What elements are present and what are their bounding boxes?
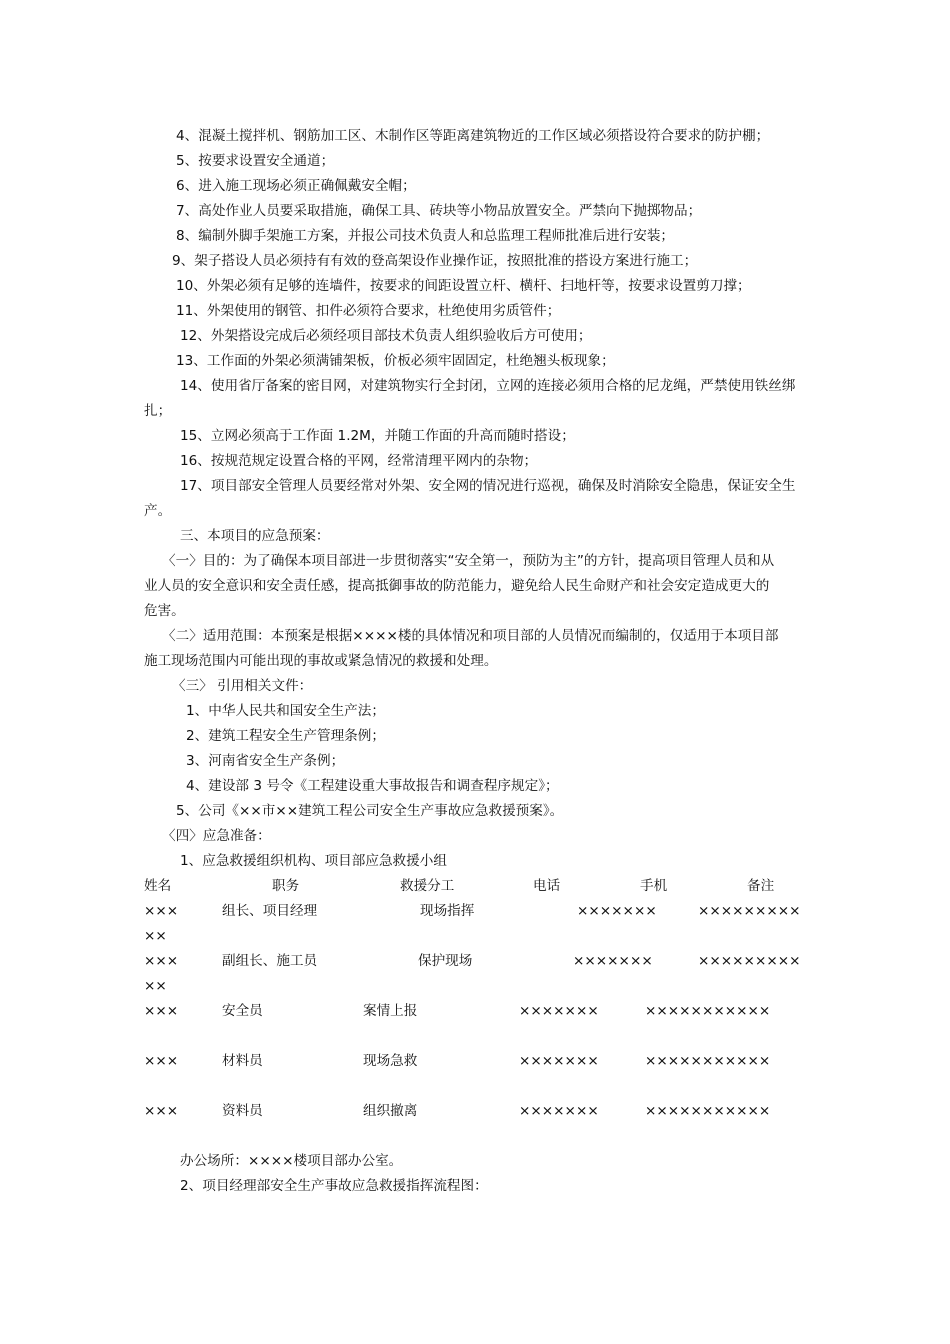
table-cell: 安全员 <box>222 1003 263 1019</box>
table-cell: ××× <box>144 1003 179 1019</box>
paragraph-purpose: 业人员的安全意识和安全责任感，提高抵御事故的防范能力，避免给人民生命财产和社会安定造成更大的 <box>144 578 770 594</box>
list-item: 14、使用省厅备案的密目网，对建筑物实行全封闭，立网的连接必须用合格的尼龙绳，严禁使用铁丝绑 <box>180 378 796 394</box>
list-item: 11、外架使用的钢管、扣件必须符合要求，杜绝使用劣质管件； <box>176 303 561 319</box>
table-cell: 组长、项目经理 <box>222 903 318 919</box>
paragraph-scope: 施工现场范围内可能出现的事故或紧急情况的救援和处理。 <box>144 653 498 669</box>
table-cell: 资料员 <box>222 1103 263 1119</box>
office-location: 办公场所：××××楼项目部办公室。 <box>180 1153 403 1169</box>
list-item: 13、工作面的外架必须满铺架板，价板必须牢固固定，杜绝翘头板现象； <box>176 353 615 369</box>
paragraph-purpose: 危害。 <box>144 603 185 619</box>
section-heading: 三、本项目的应急预案： <box>180 528 330 544</box>
table-cell: 现场指挥 <box>420 903 475 919</box>
table-cell: ××× <box>144 953 179 969</box>
list-item: 16、按规范规定设置合格的平网，经常清理平网内的杂物； <box>180 453 538 469</box>
table-cell: ××××××× <box>519 1103 599 1119</box>
list-item: 6、进入施工现场必须正确佩戴安全帽； <box>176 178 416 194</box>
reference-item: 5、公司《××市××建筑工程公司安全生产事故应急救援预案》。 <box>176 803 564 819</box>
table-header: 姓名 <box>144 878 172 894</box>
table-cell: 材料员 <box>222 1053 263 1069</box>
table-cell: ××××××× <box>577 903 657 919</box>
table-cell: 保护现场 <box>418 953 473 969</box>
table-cell: ××××××××× <box>698 953 801 969</box>
reference-item: 4、建设部 3 号令《工程建设重大事故报告和调查程序规定》； <box>186 778 559 794</box>
table-cell: 案情上报 <box>363 1003 418 1019</box>
table-cell: ×× <box>144 978 167 994</box>
list-item: 17、项目部安全管理人员要经常对外架、安全网的情况进行巡视，确保及时消除安全隐患，保证安全生 <box>180 478 796 494</box>
list-item: 5、按要求设置安全通道； <box>176 153 335 169</box>
table-cell: ××××××××××× <box>645 1003 771 1019</box>
list-item: 10、外架必须有足够的连墙件，按要求的间距设置立杆、横杆、扫地杆等，按要求设置剪刀撑； <box>176 278 751 294</box>
list-item: 8、编制外脚手架施工方案，并报公司技术负责人和总监理工程师批准后进行安装； <box>176 228 675 244</box>
table-cell: ××××××××××× <box>645 1103 771 1119</box>
list-item: 12、外架搭设完成后必须经项目部技术负责人组织验收后方可使用； <box>180 328 592 344</box>
list-item-cont: 扎； <box>144 403 172 419</box>
list-item: 4、混凝土搅拌机、钢筋加工区、木制作区等距离建筑物近的工作区域必须搭设符合要求的防护棚； <box>176 128 770 144</box>
table-cell: ××× <box>144 903 179 919</box>
table-cell: ××××××××× <box>698 903 801 919</box>
table-cell: ×× <box>144 928 167 944</box>
table-cell: ××× <box>144 1053 179 1069</box>
subheading: 1、应急救援组织机构、项目部应急救援小组 <box>180 853 447 869</box>
table-cell: 副组长、施工员 <box>222 953 318 969</box>
table-header: 电话 <box>533 878 561 894</box>
table-cell: ××××××× <box>519 1053 599 1069</box>
paragraph-scope: 〈二〉适用范围：本预案是根据××××楼的具体情况和项目部的人员情况而编制的，仅适用于本项目部 <box>162 628 779 644</box>
paragraph-purpose: 〈一〉目的：为了确保本项目部进一步贯彻落实“安全第一，预防为主”的方针，提高项目管理人员和从 <box>162 553 775 569</box>
list-item: 15、立网必须高于工作面 1.2M，并随工作面的升高而随时搭设； <box>180 428 575 444</box>
subheading: 2、项目经理部安全生产事故应急救援指挥流程图： <box>180 1178 488 1194</box>
table-cell: ××××××××××× <box>645 1053 771 1069</box>
table-cell: 组织撤离 <box>363 1103 418 1119</box>
table-header: 备注 <box>747 878 775 894</box>
list-item-cont: 产。 <box>144 503 172 519</box>
reference-item: 3、河南省安全生产条例； <box>186 753 345 769</box>
table-header: 职务 <box>272 878 300 894</box>
reference-item: 2、建筑工程安全生产管理条例； <box>186 728 385 744</box>
table-cell: ××× <box>144 1103 179 1119</box>
reference-item: 1、中华人民共和国安全生产法； <box>186 703 385 719</box>
preparation-heading: 〈四〉应急准备： <box>162 828 271 844</box>
table-cell: ××××××× <box>573 953 653 969</box>
table-cell: ××××××× <box>519 1003 599 1019</box>
list-item: 9、架子搭设人员必须持有有效的登高架设作业操作证，按照批准的搭设方案进行施工； <box>172 253 698 269</box>
table-cell: 现场急救 <box>363 1053 418 1069</box>
table-header: 手机 <box>640 878 668 894</box>
list-item: 7、高处作业人员要采取措施，确保工具、砖块等小物品放置安全。严禁向下抛掷物品； <box>176 203 702 219</box>
references-heading: 〈三〉 引用相关文件： <box>172 678 313 694</box>
table-header: 救援分工 <box>400 878 455 894</box>
